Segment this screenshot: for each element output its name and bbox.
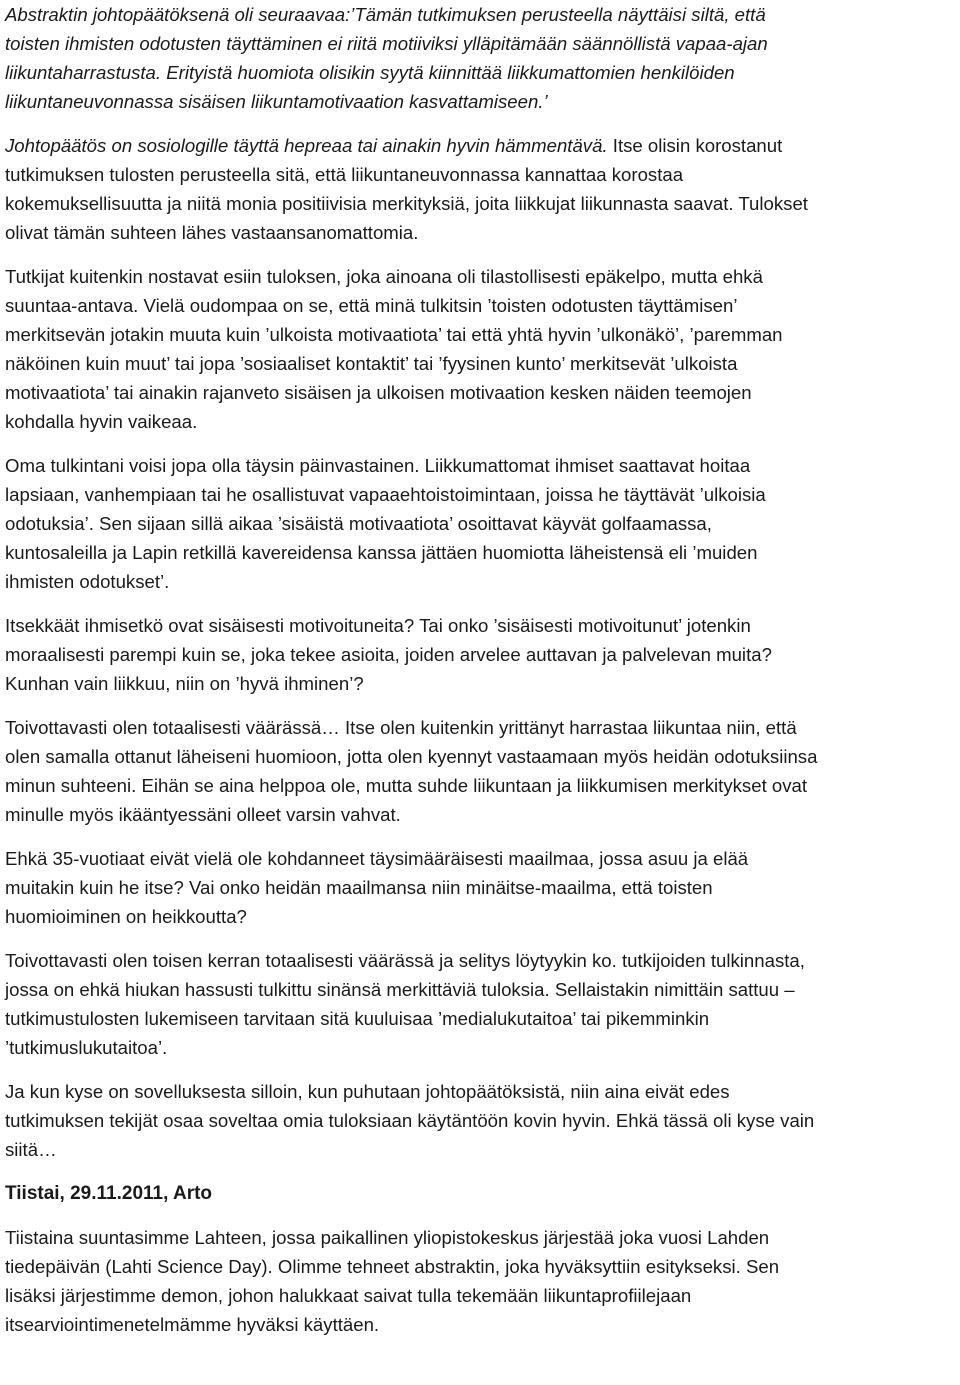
entry-heading: Tiistai, 29.11.2011, Arto [5,1183,213,1204]
document-body [5,0,957,1339]
paragraph-35-year-olds: Ehkä 35-vuotiaat eivät vielä ole kohdanneet täysimääräisesti maailmaa, jossa asuu ja elää muitakin kuin he itse? Vai onko heidän maailmansa niin minäitse-maailma, että toisten huomioiminen on heikkoutta? [5,848,749,927]
conclusion-continuation: Itse olisin korostanut tutkimuksen tulosten perusteella sitä, että liikuntaneuvonnassa kannattaa korostaa kokemuksellisuutta ja niitä monia positiivisia merkityksiä, joita liikkujat liikunnasta saavat. Tulokset olivat tämän suhteen lähes vastaansanomattomia. [5,135,808,243]
paragraph-selfish-question: Itsekkäät ihmisetkö ovat sisäisesti motivoituneita? Tai onko ’sisäisesti motivoitunut’ jotenkin moraalisesti parempi kuin se, joka tekee asioita, joiden arvelee auttavan ja palvelevan muita? Kunhan vain liikkuu, niin on ’hyvä ihminen’? [5,615,772,694]
paragraph-abstract-quote: Abstraktin johtopäätöksenä oli seuraavaa:’Tämän tutkimuksen perusteella näyttäisi siltä, että toisten ihmisten odotusten täyttäminen ei riitä motiiviksi ylläpitämään säännöllistä vapaa-ajan liikuntaharrastusta. Erityistä huomiota olisikin syytä kiinnittää liikkumattomien henkilöiden liikuntaneuvonnassa sisäisen liikuntamotivaation kasvattamiseen.’ [5,4,768,112]
paragraph-own-interpretation: Oma tulkintani voisi jopa olla täysin päinvastainen. Liikkumattomat ihmiset saattavat hoitaa lapsiaan, vanhempiaan tai he osallistuvat vapaaehtoistoimintaan, joissa he täyttävät ’ulkoisia odotuksia’. Sen sijaan sillä aikaa ’sisäistä motivaatiota’ osoittavat käyvät golfaamassa, kuntosaleilla ja Lapin retkillä kavereidensa kanssa jättäen huomiotta läheistensä eli ’muiden ihmisten odotukset’. [5,455,766,592]
paragraph-lahti: Tiistaina suuntasimme Lahteen, jossa paikallinen yliopistokeskus järjestää joka vuosi Lahden tiedepäivän (Lahti Science Day). Olimme tehneet abstraktin, joka hyväksyttiin esitykseksi. Sen lisäksi järjestimme demon, johon halukkaat saivat tulla tekemään liikuntaprofiilejaan itsearviointimenetelmämme hyväksi käyttäen. [5,1227,780,1335]
paragraph-application: Ja kun kyse on sovelluksesta silloin, kun puhutaan johtopäätöksistä, niin aina eivät edes tutkimuksen tekijät osaa soveltaa omia tuloksiaan käytäntöön kovin hyvin. Ehkä tässä oli kyse vain siitä… [5,1081,815,1160]
paragraph-researchers: Tutkijat kuitenkin nostavat esiin tuloksen, joka ainoana oli tilastollisesti epäkelpo, mutta ehkä suuntaa-antava. Vielä oudompaa on se, että minä tulkitsin ’toisten odotusten täyttämisen’ merkitsevän jotakin muuta kuin ’ulkoista motivaatiota’ tai että yhtä hyvin ’ulkonäkö’, ’paremman näköinen kuin muut’ tai jopa ’sosiaaliset kontaktit’ tai ’fyysinen kunto’ merkitsevät ’ulkoista motivaatiota’ tai ainakin rajanveto sisäisen ja ulkoisen motivaation kesken näiden teemojen kohdalla hyvin vaikeaa. [5,266,783,432]
paragraph-conclusion [5,131,957,247]
paragraph-hopefully-wrong: Toivottavasti olen totaalisesti väärässä… Itse olen kuitenkin yrittänyt harrastaa liikuntaa niin, että olen samalla ottanut läheiseni huomioon, jotta olen kyennyt vastaamaan myös heidän odotuksiinsa minun suhteeni. Eihän se aina helppoa ole, mutta suhde liikuntaan ja liikkumisen merkitykset ovat minulle myös ikääntyessäni olleet varsin vahvat. [5,717,818,825]
conclusion-italic-lead: Johtopäätös on sosiologille täyttä hepreaa tai ainakin hyvin hämmentävä. [5,135,608,156]
paragraph-second-time-wrong: Toivottavasti olen toisen kerran totaalisesti väärässä ja selitys löytyykin ko. tutkijoiden tulkinnasta, jossa on ehkä hiukan hassusti tulkittu sinänsä merkittäviä tuloksia. Sellaistakin nimittäin sattuu – tutkimustulosten lukemiseen tarvitaan sitä kuuluisaa ’medialukutaitoa’ tai pikemminkin ’tutkimuslukutaitoa’. [5,950,805,1058]
